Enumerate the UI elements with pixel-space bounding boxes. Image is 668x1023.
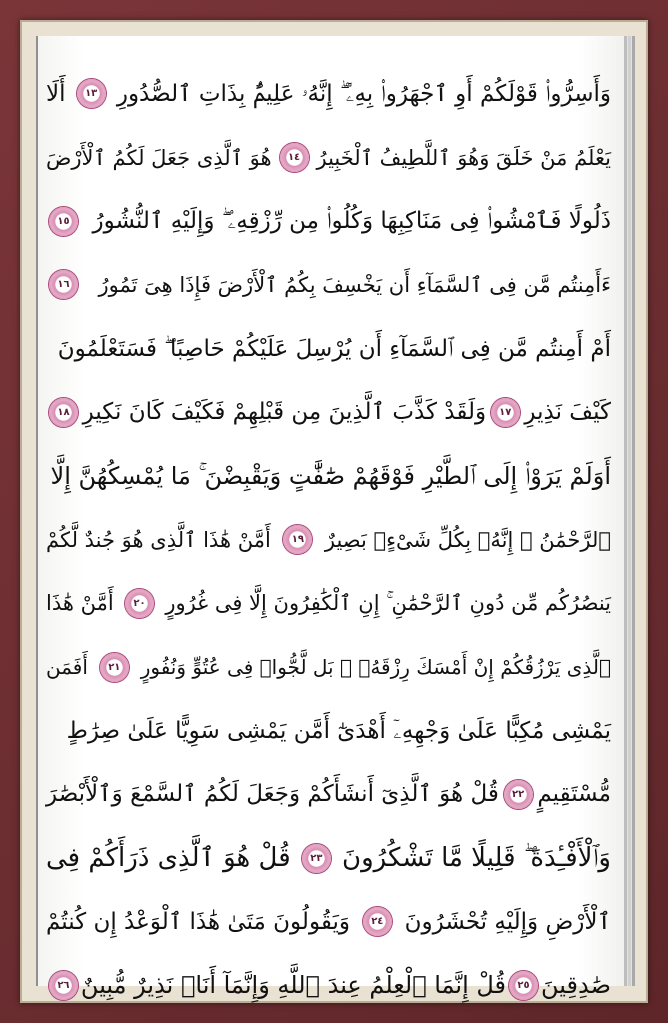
verse-line <box>46 380 611 444</box>
verse-line <box>46 954 611 1018</box>
ayah-number-marker: ١٨ <box>49 398 78 427</box>
verse-text: أَلَا <box>46 80 66 107</box>
ayah-number-marker: ١٩ <box>283 525 312 554</box>
ayah-number-marker: ٢١ <box>100 653 129 682</box>
verse-text: هُوَ ٱلَّذِى جَعَلَ لَكُمُ ٱلْأَرْضَ <box>46 145 272 170</box>
verse-text: أَفَمَن <box>46 655 88 680</box>
verse-text: مُّسْتَقِيمٍ <box>537 781 611 808</box>
verse-line <box>46 572 611 636</box>
ayah-number-marker: ١٦ <box>49 270 78 299</box>
verse-line <box>46 763 611 827</box>
ayah-number-marker: ١٤ <box>280 143 309 172</box>
page-edge <box>628 36 631 986</box>
ayah-number-marker: ٢٣ <box>302 844 331 873</box>
ayah-number-marker: ١٧ <box>491 398 520 427</box>
ayah-number-marker: ٢٠ <box>125 589 154 618</box>
verse-text: وَيَقُولُونَ مَتَىٰ هَٰذَا ٱلْوَعْدُ إِن كُنتُمْ <box>46 908 350 935</box>
verse-text: أَمْ أَمِنتُم مَّن فِى ٱلسَّمَآءِ أَن يُرْسِلَ عَلَيْكُمْ حَاصِبًا ۖ فَسَتَعْلَمُونَ <box>57 335 611 362</box>
verse-text: وَلَقَدْ كَذَّبَ ٱلَّذِينَ مِن قَبْلِهِمْ فَكَيْفَ كَانَ نَكِيرِ <box>82 399 487 426</box>
verse-text: وَأَسِرُّوا۟ قَوْلَكُمْ أَوِ ٱجْهَرُوا۟ بِهِۦٓ ۖ إِنَّهُۥ عَلِيمٌۢ بِذَاتِ ٱلصُّدُورِ <box>116 80 611 107</box>
ayah-number-marker: ٢٥ <box>509 971 538 1000</box>
verse-line <box>46 189 611 253</box>
verse-text: أَمَّنْ هَٰذَا ٱلَّذِى هُوَ جُندٌ لَّكُمْ <box>46 527 271 552</box>
verse-line <box>46 253 611 317</box>
ayah-number-marker: ١٥ <box>49 207 78 236</box>
verse-lines <box>46 62 611 1017</box>
verse-text: ٱلْأَرْضِ وَإِلَيْهِ تُحْشَرُونَ <box>404 908 611 935</box>
ayah-number-marker: ٢٢ <box>504 780 533 809</box>
ayah-number-marker: ٢٦ <box>49 971 78 1000</box>
verse-line <box>46 826 611 890</box>
verse-text: صَٰدِقِينَ <box>541 971 611 1000</box>
ayah-number-marker: ٢٤ <box>363 907 392 936</box>
verse-line <box>46 444 611 508</box>
verse-line <box>46 890 611 954</box>
verse-line <box>46 508 611 572</box>
ayah-number-marker: ١٣ <box>77 79 106 108</box>
verse-line <box>46 126 611 190</box>
verse-text: ءَأَمِنتُم مَّن فِى ٱلسَّمَآءِ أَن يَخْسِفَ بِكُمُ ٱلْأَرْضَ فَإِذَا هِىَ تَمُورُ <box>98 272 611 297</box>
verse-text: أَمَّنْ هَٰذَا <box>46 591 114 616</box>
verse-line <box>46 635 611 699</box>
verse-text: قُلْ هُوَ ٱلَّذِىٓ أَنشَأَكُمْ وَجَعَلَ لَكُمُ ٱلسَّمْعَ وَٱلْأَبْصَٰرَ <box>46 781 499 808</box>
verse-text: ٱلَّذِى يَرْزُقُكُمْ إِنْ أَمْسَكَ رِزْقَهُۥ ۚ بَل لَّجُّوا۟ فِى عُتُوٍّ وَنُفُورٍ <box>140 655 611 680</box>
verse-text: يَمْشِى مُكِبًّا عَلَىٰ وَجْهِهِۦٓ أَهْدَىٰٓ أَمَّن يَمْشِى سَوِيًّا عَلَىٰ صِرَٰطٍ <box>66 717 611 744</box>
verse-text: ذَلُولًا فَٱمْشُوا۟ فِى مَنَاكِبِهَا وَكُلُوا۟ مِن رِّزْقِهِۦ ۖ وَإِلَيْهِ ٱلنُّشُورُ <box>92 208 611 235</box>
verse-text: يَنصُرُكُم مِّن دُونِ ٱلرَّحْمَٰنِ ۚ إِنِ ٱلْكَٰفِرُونَ إِلَّا فِى غُرُورٍ <box>165 590 611 615</box>
verse-text: قُلْ هُوَ ٱلَّذِى ذَرَأَكُمْ فِى <box>46 843 291 874</box>
verse-line <box>46 62 611 126</box>
page-edge <box>632 36 635 986</box>
verse-text: قُلْ إِنَّمَا ٱلْعِلْمُ عِندَ ٱللَّهِ وَإِنَّمَآ أَنَا۠ نَذِيرٌ مُّبِينٌ <box>80 971 507 1000</box>
page-edge <box>624 36 627 986</box>
verse-text: أَوَلَمْ يَرَوْا۟ إِلَى ٱلطَّيْرِ فَوْقَهُمْ صَٰٓفَّٰتٍ وَيَقْبِضْنَ ۚ مَا يُمْسِكُهُنَّ إِلَّا <box>50 461 611 490</box>
verse-text: يَعْلَمُ مَنْ خَلَقَ وَهُوَ ٱللَّطِيفُ ٱلْخَبِيرُ <box>316 145 611 170</box>
verse-text: ٱلرَّحْمَٰنُ ۚ إِنَّهُۥ بِكُلِّ شَىْءٍۭ بَصِيرٌ <box>324 527 611 552</box>
verse-line <box>46 317 611 381</box>
verse-text: كَيْفَ نَذِيرِ <box>524 399 611 426</box>
verse-line <box>46 699 611 763</box>
verse-text: وَٱلْأَفْـِٔدَةَ ۖ قَلِيلًا مَّا تَشْكُرُونَ <box>342 842 611 873</box>
